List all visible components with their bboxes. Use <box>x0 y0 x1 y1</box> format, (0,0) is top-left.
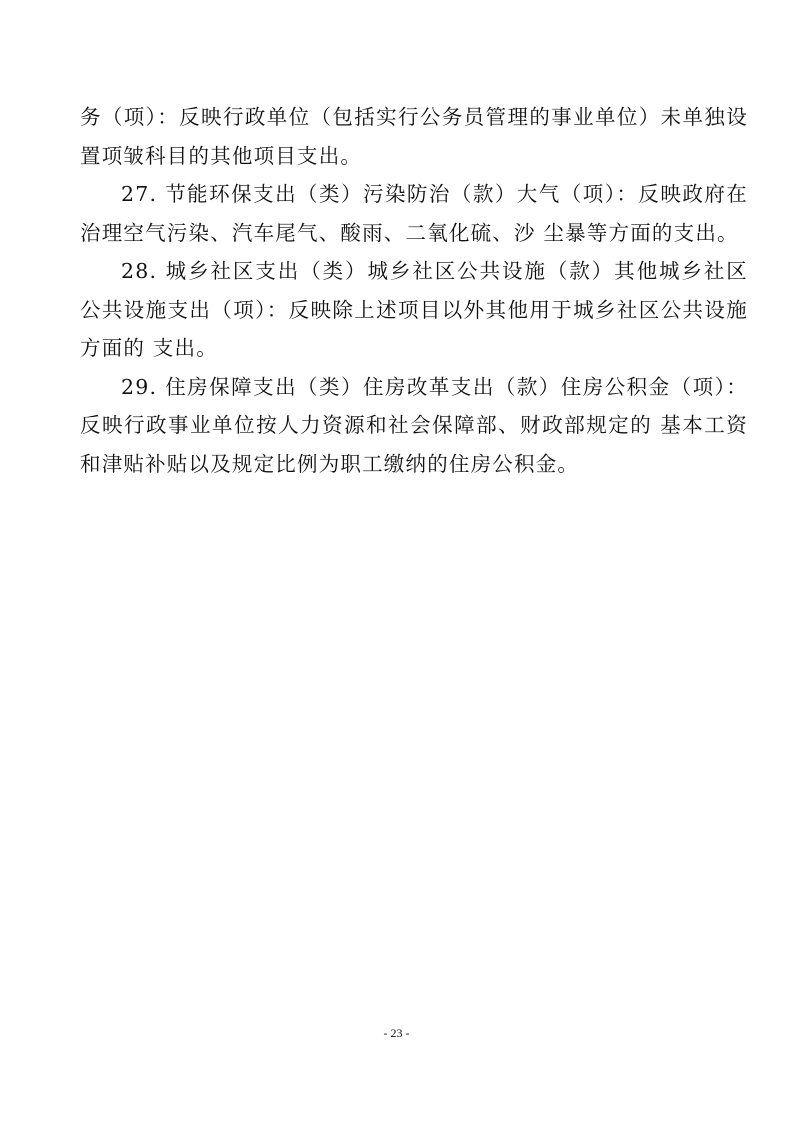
page-number: - 23 - <box>383 1026 410 1040</box>
paragraph-item-27: 27. 节能环保支出（类）污染防治（款）大气（项）：反映政府在治理空气污染、汽车尾气、酸雨、二氧化硫、沙 尘暴等方面的支出。 <box>80 182 748 245</box>
paragraph-item-29: 29. 住房保障支出（类）住房改革支出（款）住房公积金（项）：反映行政事业单位按人力资源和社会保障部、财政部规定的 基本工资和津贴补贴以及规定比例为职工缴纳的住房公积金。 <box>80 374 748 476</box>
paragraph-item-28: 28. 城乡社区支出（类）城乡社区公共设施（款）其他城乡社区公共设施支出（项）：反映除上述项目以外其他用于城乡社区公共设施方面的 支出。 <box>80 259 748 360</box>
body-text <box>80 98 748 483</box>
paragraph-continued: 务（项）：反映行政单位（包括实行公务员管理的事业单位）未单独设置项皱科目的其他项目支出。 <box>80 105 748 168</box>
